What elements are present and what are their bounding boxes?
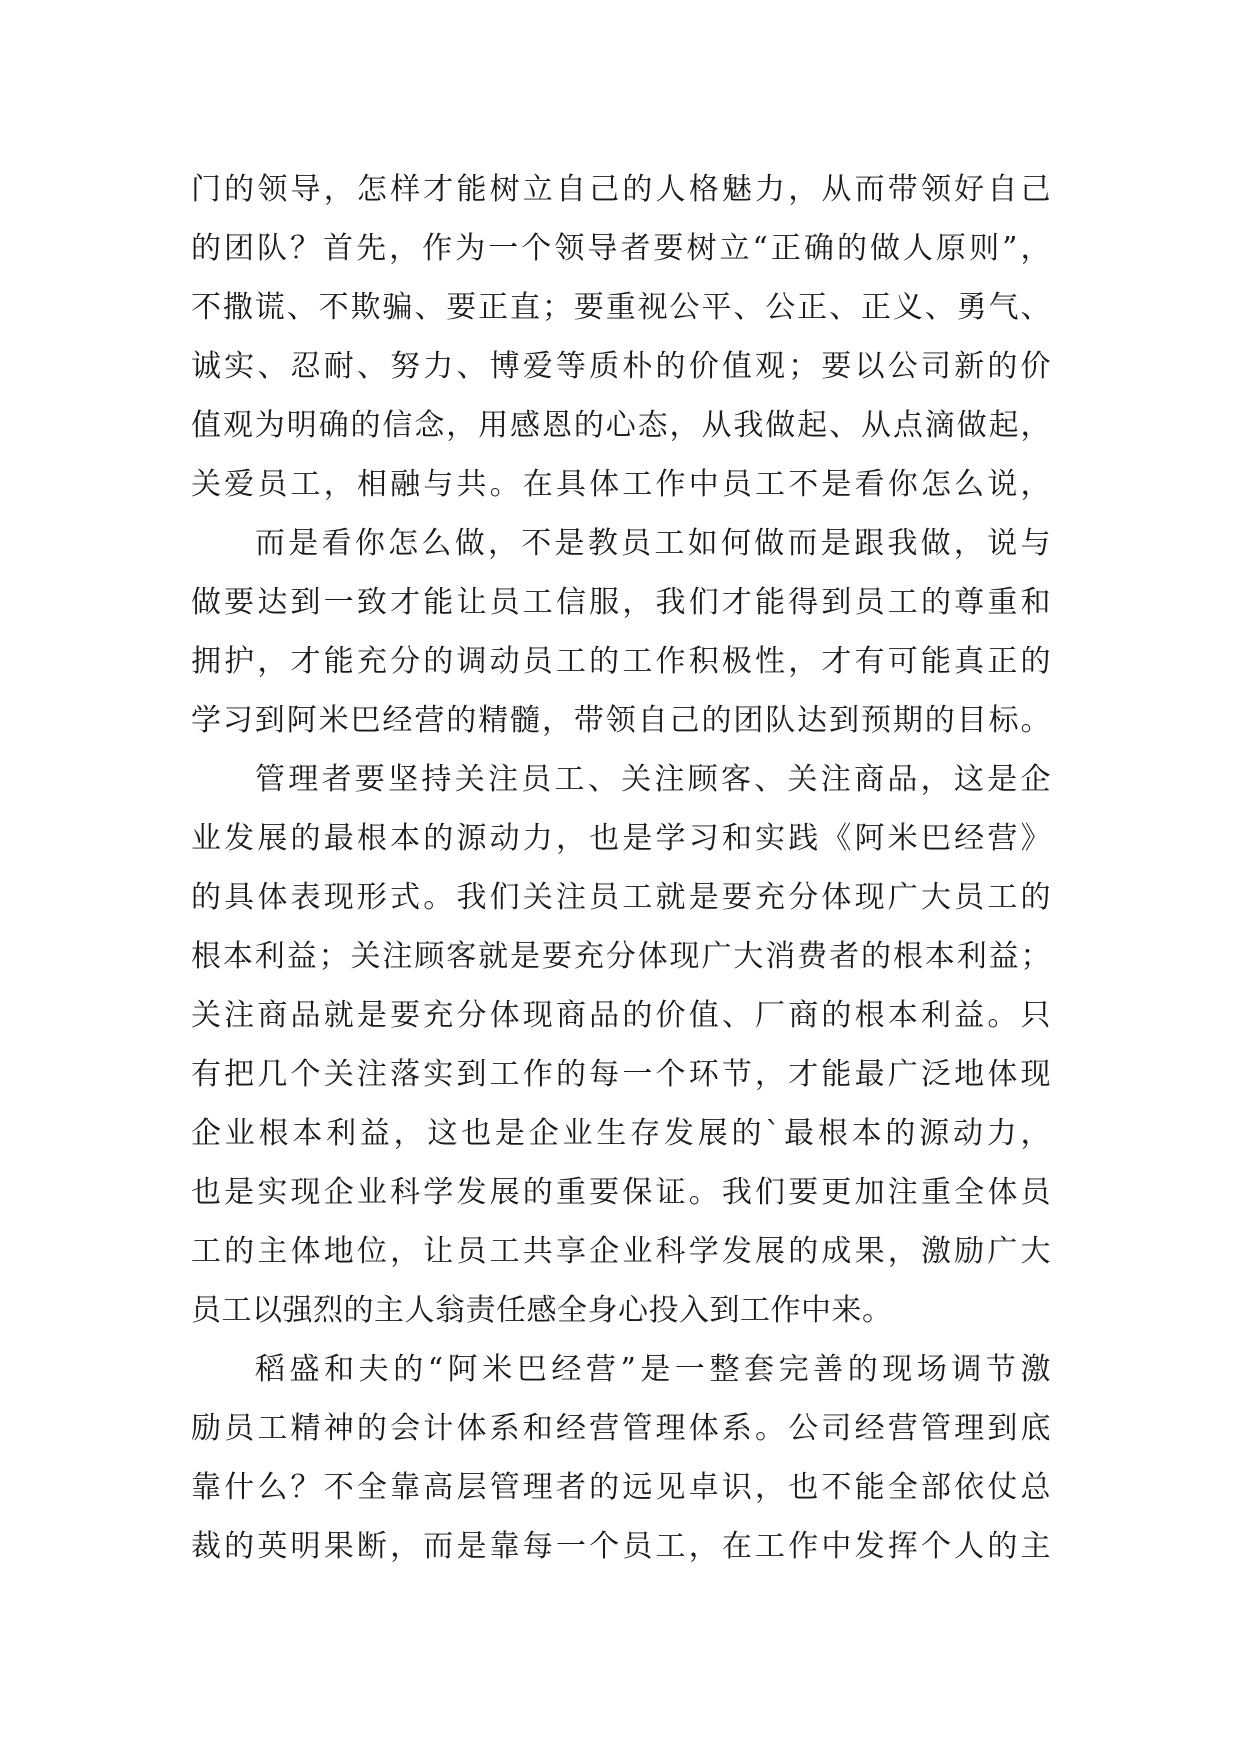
paragraph-first-line: 管理者要坚持关注员工、关注顾客、关注商品，这是企	[255, 762, 1051, 797]
text-line: 励员工精神的会计体系和经营管理体系。公司经营管理到底	[191, 1411, 1051, 1446]
text-line: 做要达到一致才能让员工信服，我们才能得到员工的尊重和	[191, 585, 1051, 620]
text-line: 拥护，才能充分的调动员工的工作积极性，才有可能真正的	[191, 644, 1051, 679]
text-line: 企业根本利益，这也是企业生存发展的`最根本的源动力，	[191, 1116, 1051, 1151]
text-line: 业发展的最根本的源动力，也是学习和实践《阿米巴经营》	[191, 821, 1051, 856]
text-line: 关注商品就是要充分体现商品的价值、厂商的根本利益。只	[191, 998, 1051, 1033]
text-line: 有把几个关注落实到工作的每一个环节，才能最广泛地体现	[191, 1057, 1051, 1092]
text-line: 门的领导，怎样才能树立自己的人格魅力，从而带领好自己	[191, 172, 1051, 207]
text-line: 工的主体地位，让员工共享企业科学发展的成果，激励广大	[191, 1234, 1051, 1269]
text-line: 关爱员工，相融与共。在具体工作中员工不是看你怎么说，	[191, 467, 1051, 502]
text-line: 的具体表现形式。我们关注员工就是要充分体现广大员工的	[191, 880, 1051, 915]
text-line: 学习到阿米巴经营的精髓，带领自己的团队达到预期的目标。	[191, 703, 1051, 738]
paragraph-first-line: 而是看你怎么做，不是教员工如何做而是跟我做，说与	[255, 526, 1051, 561]
text-line: 根本利益；关注顾客就是要充分体现广大消费者的根本利益；	[191, 939, 1051, 974]
text-line: 也是实现企业科学发展的重要保证。我们要更加注重全体员	[191, 1175, 1051, 1210]
text-line: 靠什么？不全靠高层管理者的远见卓识，也不能全部依仗总	[191, 1470, 1051, 1505]
text-line: 诚实、忍耐、努力、博爱等质朴的价值观；要以公司新的价	[191, 349, 1051, 384]
text-line: 值观为明确的信念，用感恩的心态，从我做起、从点滴做起，	[191, 408, 1051, 443]
text-line: 不撒谎、不欺骗、要正直；要重视公平、公正、正义、勇气、	[191, 290, 1051, 325]
paragraph-first-line: 稻盛和夫的“阿米巴经营”是一整套完善的现场调节激	[255, 1352, 1051, 1387]
body-text	[191, 160, 1051, 1576]
text-line: 裁的英明果断，而是靠每一个员工，在工作中发挥个人的主	[191, 1529, 1051, 1564]
paragraph-last-line: 员工以强烈的主人翁责任感全身心投入到工作中来。	[191, 1293, 893, 1328]
text-line: 的团队？首先，作为一个领导者要树立“正确的做人原则”，	[191, 231, 1051, 266]
